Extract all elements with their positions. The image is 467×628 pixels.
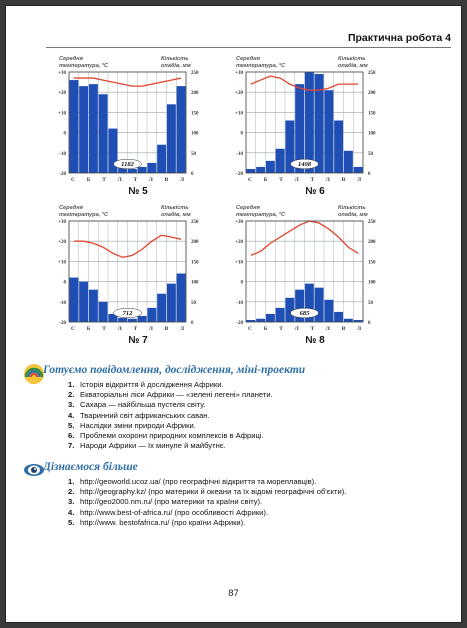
precipitation-bar <box>128 319 137 322</box>
precipitation-bar <box>354 167 363 173</box>
precipitation-bar <box>276 308 285 322</box>
precipitation-tick-label: 0 <box>368 172 371 177</box>
precipitation-bar <box>69 278 78 322</box>
precipitation-tick-label: 50 <box>191 300 196 306</box>
month-tick-label: Т <box>279 177 283 183</box>
precipitation-tick-label: 250 <box>191 220 199 225</box>
header-divider <box>46 47 451 48</box>
month-tick-label: Л <box>325 177 330 183</box>
temperature-tick-label: +10 <box>235 111 243 117</box>
month-tick-label: Л <box>294 326 299 332</box>
temperature-tick-label: +10 <box>58 260 66 266</box>
list-item-number: 4. <box>68 507 75 517</box>
temperature-axis-label: Середня <box>236 56 260 62</box>
temperature-tick-label: +20 <box>235 91 243 97</box>
month-tick-label: Т <box>133 326 138 332</box>
temperature-tick-label: -20 <box>236 321 243 326</box>
precipitation-tick-label: 100 <box>191 280 199 286</box>
links-list <box>68 477 428 528</box>
temperature-tick-label: 0 <box>240 280 243 286</box>
month-tick-label: Л <box>117 177 122 183</box>
precipitation-tick-label: 250 <box>368 71 376 76</box>
month-tick-label: Т <box>310 326 315 332</box>
precipitation-bar <box>276 149 285 173</box>
month-tick-label: Л <box>179 177 185 183</box>
precipitation-axis-label: Кількість <box>338 205 366 211</box>
climate-chart-6 <box>230 54 400 204</box>
eye-book-icon <box>23 461 45 479</box>
list-item-text[interactable]: http://geo2000.nm.ru/ (про материки та країни світу). <box>80 497 263 507</box>
page-header-title: Практична робота 4 <box>347 32 451 44</box>
list-item-text[interactable]: http://geoworld.ucoz.ua/ (про географічні відкриття та мореплавців). <box>80 477 317 486</box>
precipitation-tick-label: 200 <box>368 240 376 246</box>
precipitation-bar <box>157 145 166 173</box>
list-item-text: Проблеми охорони природних комплексів в Африці. <box>80 431 264 441</box>
list-item <box>68 421 448 431</box>
precipitation-bar <box>324 90 333 173</box>
precipitation-tick-label: 200 <box>368 91 376 97</box>
temperature-tick-label: 0 <box>63 131 66 137</box>
temperature-tick-label: -20 <box>59 172 66 177</box>
climate-chart-svg <box>53 203 223 353</box>
precipitation-tick-label: 150 <box>368 111 376 117</box>
list-item <box>68 518 428 528</box>
month-tick-label: Л <box>356 177 362 183</box>
month-tick-label: В <box>341 326 346 332</box>
precipitation-bar <box>305 72 314 173</box>
annual-precipitation-value: 685 <box>299 310 310 318</box>
climate-chart-svg <box>230 54 400 204</box>
temperature-axis-label: Середня <box>236 205 260 211</box>
chart-caption: № 6 <box>305 186 325 197</box>
list-item-number: 5. <box>68 517 75 527</box>
list-item-number: 3. <box>68 497 75 507</box>
page-number: 87 <box>228 588 239 599</box>
precipitation-bar <box>344 319 353 322</box>
list-item-number: 3. <box>68 400 75 410</box>
temperature-tick-label: +10 <box>235 260 243 266</box>
list-item-number: 2. <box>68 487 75 497</box>
list-item-text: Сахара — найбільша пустеля світу. <box>80 400 206 410</box>
precipitation-bar <box>246 169 255 173</box>
precipitation-bar <box>118 318 127 322</box>
section-learn-more-title: Дізнаємося більше <box>43 461 138 473</box>
temperature-axis-label: Середня <box>59 205 83 211</box>
list-item-number: 6. <box>68 431 75 441</box>
temperature-tick-label: -20 <box>59 321 66 326</box>
precipitation-tick-label: 100 <box>368 280 376 286</box>
list-item-text[interactable]: http://geography.kz/ (про материки й океани та їх відомі географічні об'єкти). <box>80 487 347 497</box>
precipitation-bar <box>167 284 176 322</box>
precipitation-bar <box>79 282 88 322</box>
precipitation-bar <box>147 308 156 322</box>
list-item-number: 5. <box>68 420 75 430</box>
precipitation-bar <box>99 94 108 173</box>
list-item-text: Наслідки зміни природи Африки. <box>80 420 196 430</box>
precipitation-tick-label: 250 <box>368 220 376 225</box>
list-item-number: 7. <box>68 441 75 451</box>
precipitation-bar <box>138 316 147 322</box>
precipitation-tick-label: 50 <box>368 151 373 157</box>
list-item <box>68 508 428 518</box>
precipitation-bar <box>344 151 353 173</box>
temperature-tick-label: +30 <box>235 220 243 225</box>
month-tick-label: Л <box>179 326 185 332</box>
list-item-text[interactable]: http://www.best-of-africa.ru/ (про особливості Африки). <box>80 507 269 517</box>
list-item-number: 1. <box>68 477 75 486</box>
climate-chart-8 <box>230 203 400 353</box>
precipitation-bar <box>157 294 166 322</box>
temperature-tick-label: +20 <box>235 240 243 246</box>
temperature-axis-label: температура, °С <box>59 212 109 218</box>
month-tick-label: С <box>71 326 75 332</box>
month-tick-label: Л <box>294 177 299 183</box>
climate-chart-svg <box>53 54 223 204</box>
precipitation-tick-label: 50 <box>368 300 373 306</box>
temperature-tick-label: +30 <box>235 71 243 76</box>
temperature-tick-label: -10 <box>236 151 243 157</box>
month-tick-label: В <box>164 326 169 332</box>
list-item <box>68 400 448 410</box>
precipitation-bar <box>147 163 156 173</box>
precipitation-bar <box>256 319 265 322</box>
temperature-tick-label: +20 <box>58 91 66 97</box>
temperature-tick-label: +30 <box>58 220 66 225</box>
precipitation-axis-label: опадів, мм <box>338 212 368 218</box>
temperature-tick-label: -10 <box>236 300 243 306</box>
list-item-number: 1. <box>68 380 75 389</box>
precipitation-bar <box>79 86 88 173</box>
temperature-tick-label: 0 <box>240 131 243 137</box>
precipitation-axis-label: Кількість <box>161 56 189 62</box>
month-tick-label: Т <box>133 177 138 183</box>
list-item-text: Народи Африки — їх минуле й майбутнє. <box>80 441 226 451</box>
section-projects-title: Готуємо повідомлення, дослідження, міні-проекти <box>43 364 306 376</box>
climate-chart-7 <box>53 203 223 353</box>
month-tick-label: Л <box>148 326 153 332</box>
precipitation-tick-label: 100 <box>191 131 199 137</box>
month-tick-label: Л <box>148 177 153 183</box>
precipitation-tick-label: 150 <box>191 260 199 266</box>
precipitation-tick-label: 100 <box>368 131 376 137</box>
precipitation-bar <box>177 86 186 173</box>
list-item-number: 2. <box>68 390 75 400</box>
list-item <box>68 477 428 487</box>
precipitation-axis-label: опадів, мм <box>161 212 191 218</box>
month-tick-label: Л <box>117 326 122 332</box>
precipitation-tick-label: 150 <box>191 111 199 117</box>
precipitation-bar <box>177 274 186 322</box>
temperature-axis-label: температура, °С <box>236 63 286 69</box>
month-tick-label: Т <box>279 326 283 332</box>
precipitation-bar <box>315 74 324 173</box>
precipitation-tick-label: 200 <box>191 240 199 246</box>
annual-precipitation-value: 1408 <box>298 161 311 169</box>
precipitation-bar <box>128 169 137 173</box>
precipitation-axis-label: опадів, мм <box>161 63 191 69</box>
temperature-axis-label: температура, °С <box>59 63 109 69</box>
annual-precipitation-value: 1182 <box>121 161 134 169</box>
precipitation-bar <box>285 298 294 322</box>
chart-caption: № 8 <box>305 335 325 346</box>
precipitation-bar <box>256 167 265 173</box>
precipitation-bar <box>167 104 176 173</box>
month-tick-label: Т <box>310 177 315 183</box>
temperature-axis-label: температура, °С <box>236 212 286 218</box>
month-tick-label: С <box>248 326 252 332</box>
climate-chart-5 <box>53 54 223 204</box>
list-item-text: Тваринний світ африканських саван. <box>80 410 210 420</box>
list-item <box>68 431 448 441</box>
precipitation-axis-label: опадів, мм <box>338 63 368 69</box>
month-tick-label: Б <box>263 177 268 183</box>
list-item <box>68 487 428 497</box>
precipitation-tick-label: 200 <box>191 91 199 97</box>
precipitation-bar <box>324 300 333 322</box>
precipitation-bar <box>266 161 275 173</box>
month-tick-label: Т <box>102 177 106 183</box>
textbook-page <box>6 6 461 622</box>
list-item-text: Екваторіальні ліси Африки — «зелені легені» планети. <box>80 390 273 400</box>
precipitation-bar <box>99 302 108 322</box>
precipitation-tick-label: 150 <box>368 260 376 266</box>
precipitation-tick-label: 0 <box>191 172 194 177</box>
month-tick-label: С <box>248 177 252 183</box>
list-item <box>68 380 448 390</box>
precipitation-bar <box>315 288 324 322</box>
month-tick-label: Б <box>86 177 91 183</box>
precipitation-tick-label: 50 <box>191 151 196 157</box>
precipitation-tick-label: 0 <box>368 321 371 326</box>
temperature-tick-label: -10 <box>59 300 66 306</box>
list-item <box>68 390 448 400</box>
list-item-number: 4. <box>68 410 75 420</box>
rainbow-sun-icon <box>23 362 45 384</box>
temperature-tick-label: +20 <box>58 240 66 246</box>
month-tick-label: Б <box>263 326 268 332</box>
chart-caption: № 5 <box>128 186 148 197</box>
precipitation-axis-label: Кількість <box>161 205 189 211</box>
temperature-tick-label: +30 <box>58 71 66 76</box>
precipitation-bar <box>334 312 343 322</box>
list-item <box>68 441 448 451</box>
precipitation-tick-label: 0 <box>191 321 194 326</box>
precipitation-tick-label: 250 <box>191 71 199 76</box>
chart-caption: № 7 <box>128 335 148 346</box>
temperature-tick-label: -20 <box>236 172 243 177</box>
month-tick-label: Л <box>356 326 362 332</box>
precipitation-bar <box>334 120 343 173</box>
projects-list <box>68 380 448 451</box>
list-item-text: Історія відкриття й дослідження Африки. <box>80 380 224 389</box>
precipitation-bar <box>89 84 98 173</box>
list-item-text[interactable]: http://www. bestofafrica.ru/ (про країни Африки). <box>80 517 246 527</box>
month-tick-label: Б <box>86 326 91 332</box>
precipitation-axis-label: Кількість <box>338 56 366 62</box>
list-item <box>68 411 448 421</box>
temperature-tick-label: +10 <box>58 111 66 117</box>
temperature-tick-label: -10 <box>59 151 66 157</box>
climate-chart-svg <box>230 203 400 353</box>
temperature-tick-label: 0 <box>63 280 66 286</box>
month-tick-label: С <box>71 177 75 183</box>
month-tick-label: В <box>164 177 169 183</box>
month-tick-label: Т <box>102 326 106 332</box>
precipitation-bar <box>266 314 275 322</box>
temperature-axis-label: Середня <box>59 56 83 62</box>
precipitation-bar <box>69 80 78 173</box>
month-tick-label: В <box>341 177 346 183</box>
precipitation-bar <box>89 290 98 322</box>
month-tick-label: Л <box>325 326 330 332</box>
list-item <box>68 497 428 507</box>
annual-precipitation-value: 712 <box>122 310 133 318</box>
precipitation-bar <box>138 167 147 173</box>
